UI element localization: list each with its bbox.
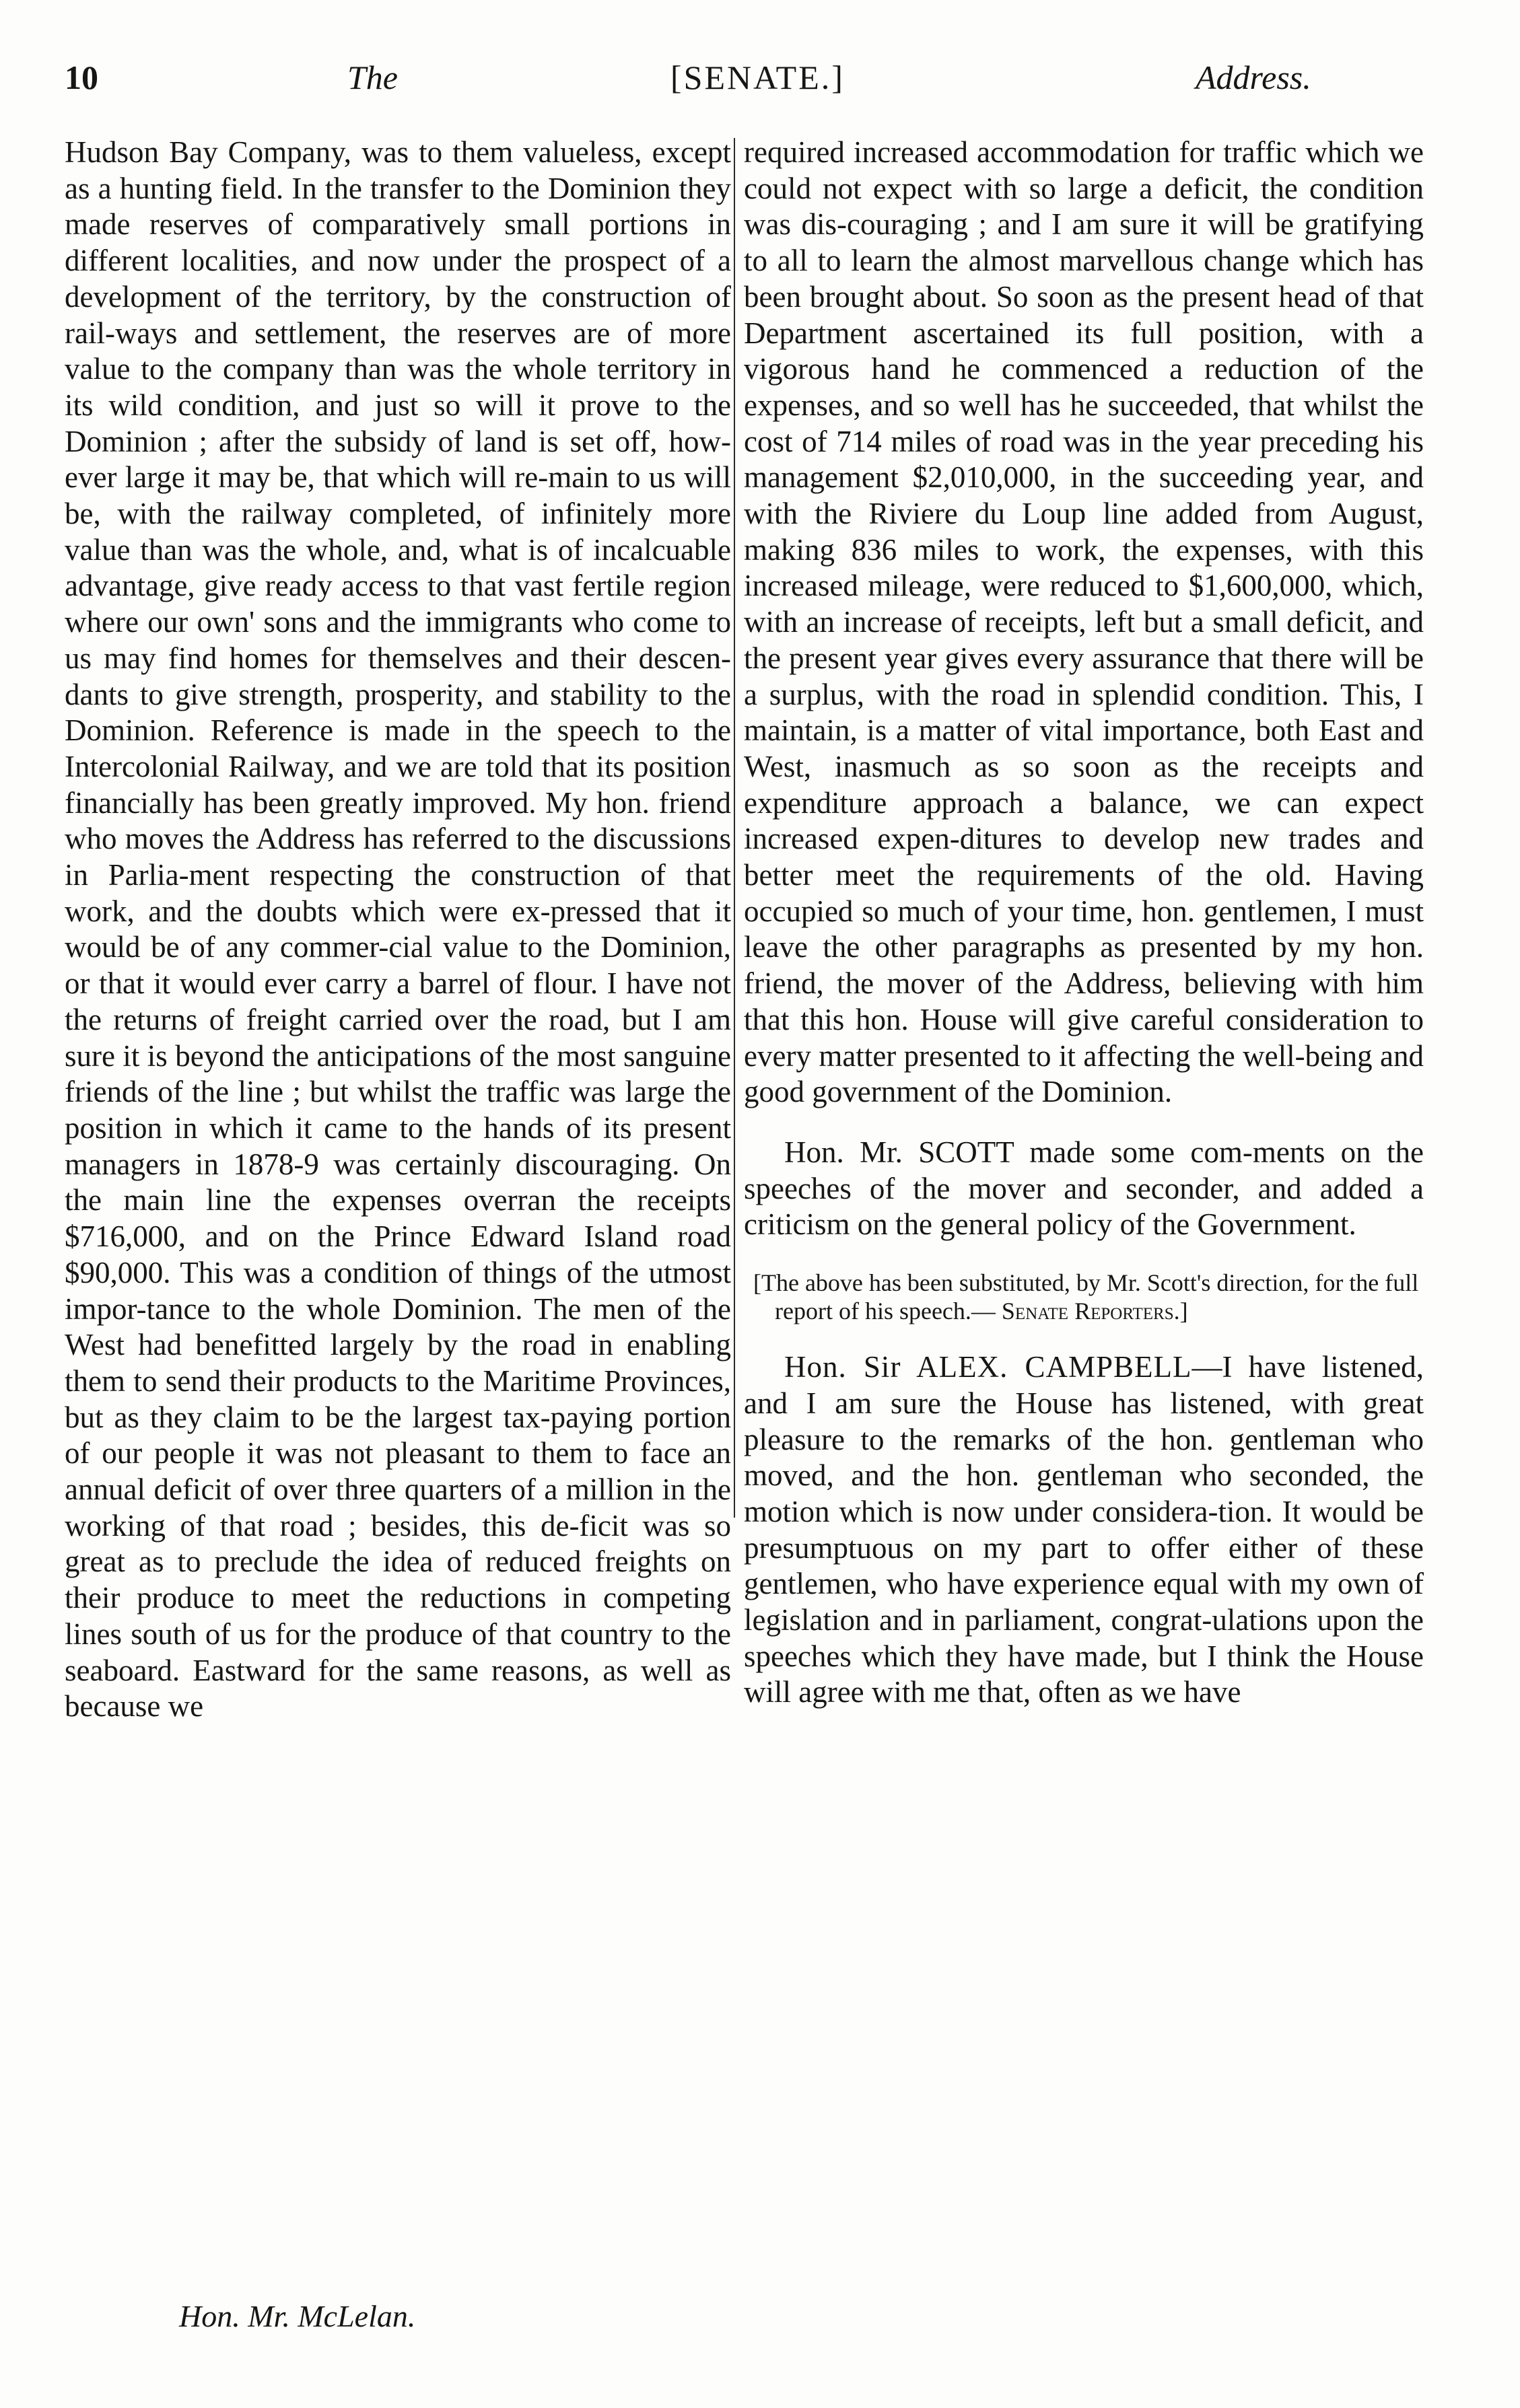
editorial-note (744, 1269, 1424, 1325)
editorial-note-text: [The above has been substituted, by Mr. Scott's direction, for the full report of his speech.— (753, 1269, 1419, 1325)
scott-paragraph: Hon. Mr. SCOTT made some com-ments on the speeches of the mover and seconder, and added a criticism on the general policy of the Government. (744, 1135, 1424, 1242)
page-number: 10 (65, 59, 98, 96)
left-column (65, 135, 731, 2275)
right-column (744, 135, 1424, 2302)
editorial-note-credit: Senate Reporters.] (1001, 1298, 1188, 1325)
left-paragraph: Hudson Bay Company, was to them valueless, except as a hunting field. In the transfer to the Dominion they made reserves of comparatively small portions in different localities, and now under the prospect of a development of the territory, by the construction of rail-ways and settlement, the reserves are of more value to the company than was the whole territory in its wild condition, and just so will it prove to the Dominion ; after the subsidy of land is set off, how-ever large it may be, that which will re-main to us will be, with the railway completed, of infinitely more value than was the whole, and, what is of incalcuable advantage, give ready access to that vast fertile region where our own' sons and the immigrants who come to us may find homes for themselves and their descen-dants to give strength, prosperity, and stability to the Dominion. Reference is made in the speech to the Intercolonial Railway, and we are told that its position financially has been greatly improved. My hon. friend who moves the Address has referred to the discussions in Parlia-ment respecting the construction of that work, and the doubts which were ex-pressed that it would be of any commer-cial value to the Dominion, or that it would ever carry a barrel of flour. I have not the returns of freight carried over the road, but I am sure it is beyond the anticipations of the most sanguine friends of the line ; but whilst the traffic was large the position in which it came to the hands of its present managers in 1878-9 was certainly discouraging. On the main line the expenses overran the receipts $716,000, and on the Prince Edward Island road $90,000. This was a condition of things of the utmost impor-tance to the whole Dominion. The men of the West had benefitted largely by the road in enabling them to send their products to the Maritime Provinces, but as they claim to be the largest tax-paying portion of our people it was not pleasant to them to face an annual deficit of over three quarters of a million in the working of that road ; besides, this de-ficit was so great as to preclude the idea of reduced freights on their produce to meet the reductions in competing lines south of us for the produce of that country to the seaboard. Eastward for the same reasons, as well as because we (65, 135, 731, 1724)
running-head-center: [SENATE.] (670, 59, 845, 96)
speaker-footer: Hon. Mr. McLelan. (179, 2299, 416, 2333)
running-head-right: Address. (1196, 59, 1311, 96)
right-paragraph-continued: required increased accommodation for traffic which we could not expect with so large a deficit, the condition was dis-couraging ; and I am sure it will be gratifying to all to learn the almost marvellous change which has been brought about. So soon as the present head of that Department ascertained its full position, with a vigorous hand he commenced a reduction of the expenses, and so well has he succeeded, that whilst the cost of 714 miles of road was in the year preceding his management $2,010,000, in the succeeding year, and with the Riviere du Loup line added from August, making 836 miles to work, the expenses, with this increased mileage, were reduced to $1,600,000, which, with an increase of receipts, left but a small deficit, and the present year gives every assurance that there will be a surplus, with the road in splendid condition. This, I maintain, is a matter of vital importance, both East and West, inasmuch as so soon as the receipts and expenditure approach a balance, we can expect increased expen-ditures to develop new trades and better meet the requirements of the old. Having occupied so much of your time, hon. gentlemen, I must leave the other paragraphs as presented by my hon. friend, the mover of the Address, believing with him that this hon. House will give careful consideration to every matter presented to it affecting the well-being and good government of the Dominion. (744, 135, 1424, 1109)
column-divider (734, 138, 735, 1518)
running-head-left: The (347, 59, 398, 96)
speaker-name: Hon. Sir ALEX. CAMPBELL (784, 1350, 1192, 1384)
campbell-paragraph (744, 1349, 1424, 1711)
campbell-text: —I have listened, and I am sure the House has listened, with great pleasure to the remarks of the hon. gentleman who moved, and the hon. gentleman who seconded, the motion which is now under considera-tion. It would be presumptuous on my part to offer either of these gentlemen, who have experience equal with my own of legislation and in parliament, congrat-ulations upon the speeches which they have made, but I think the House will agree with me that, often as we have (744, 1350, 1424, 1709)
running-head (65, 58, 1445, 112)
